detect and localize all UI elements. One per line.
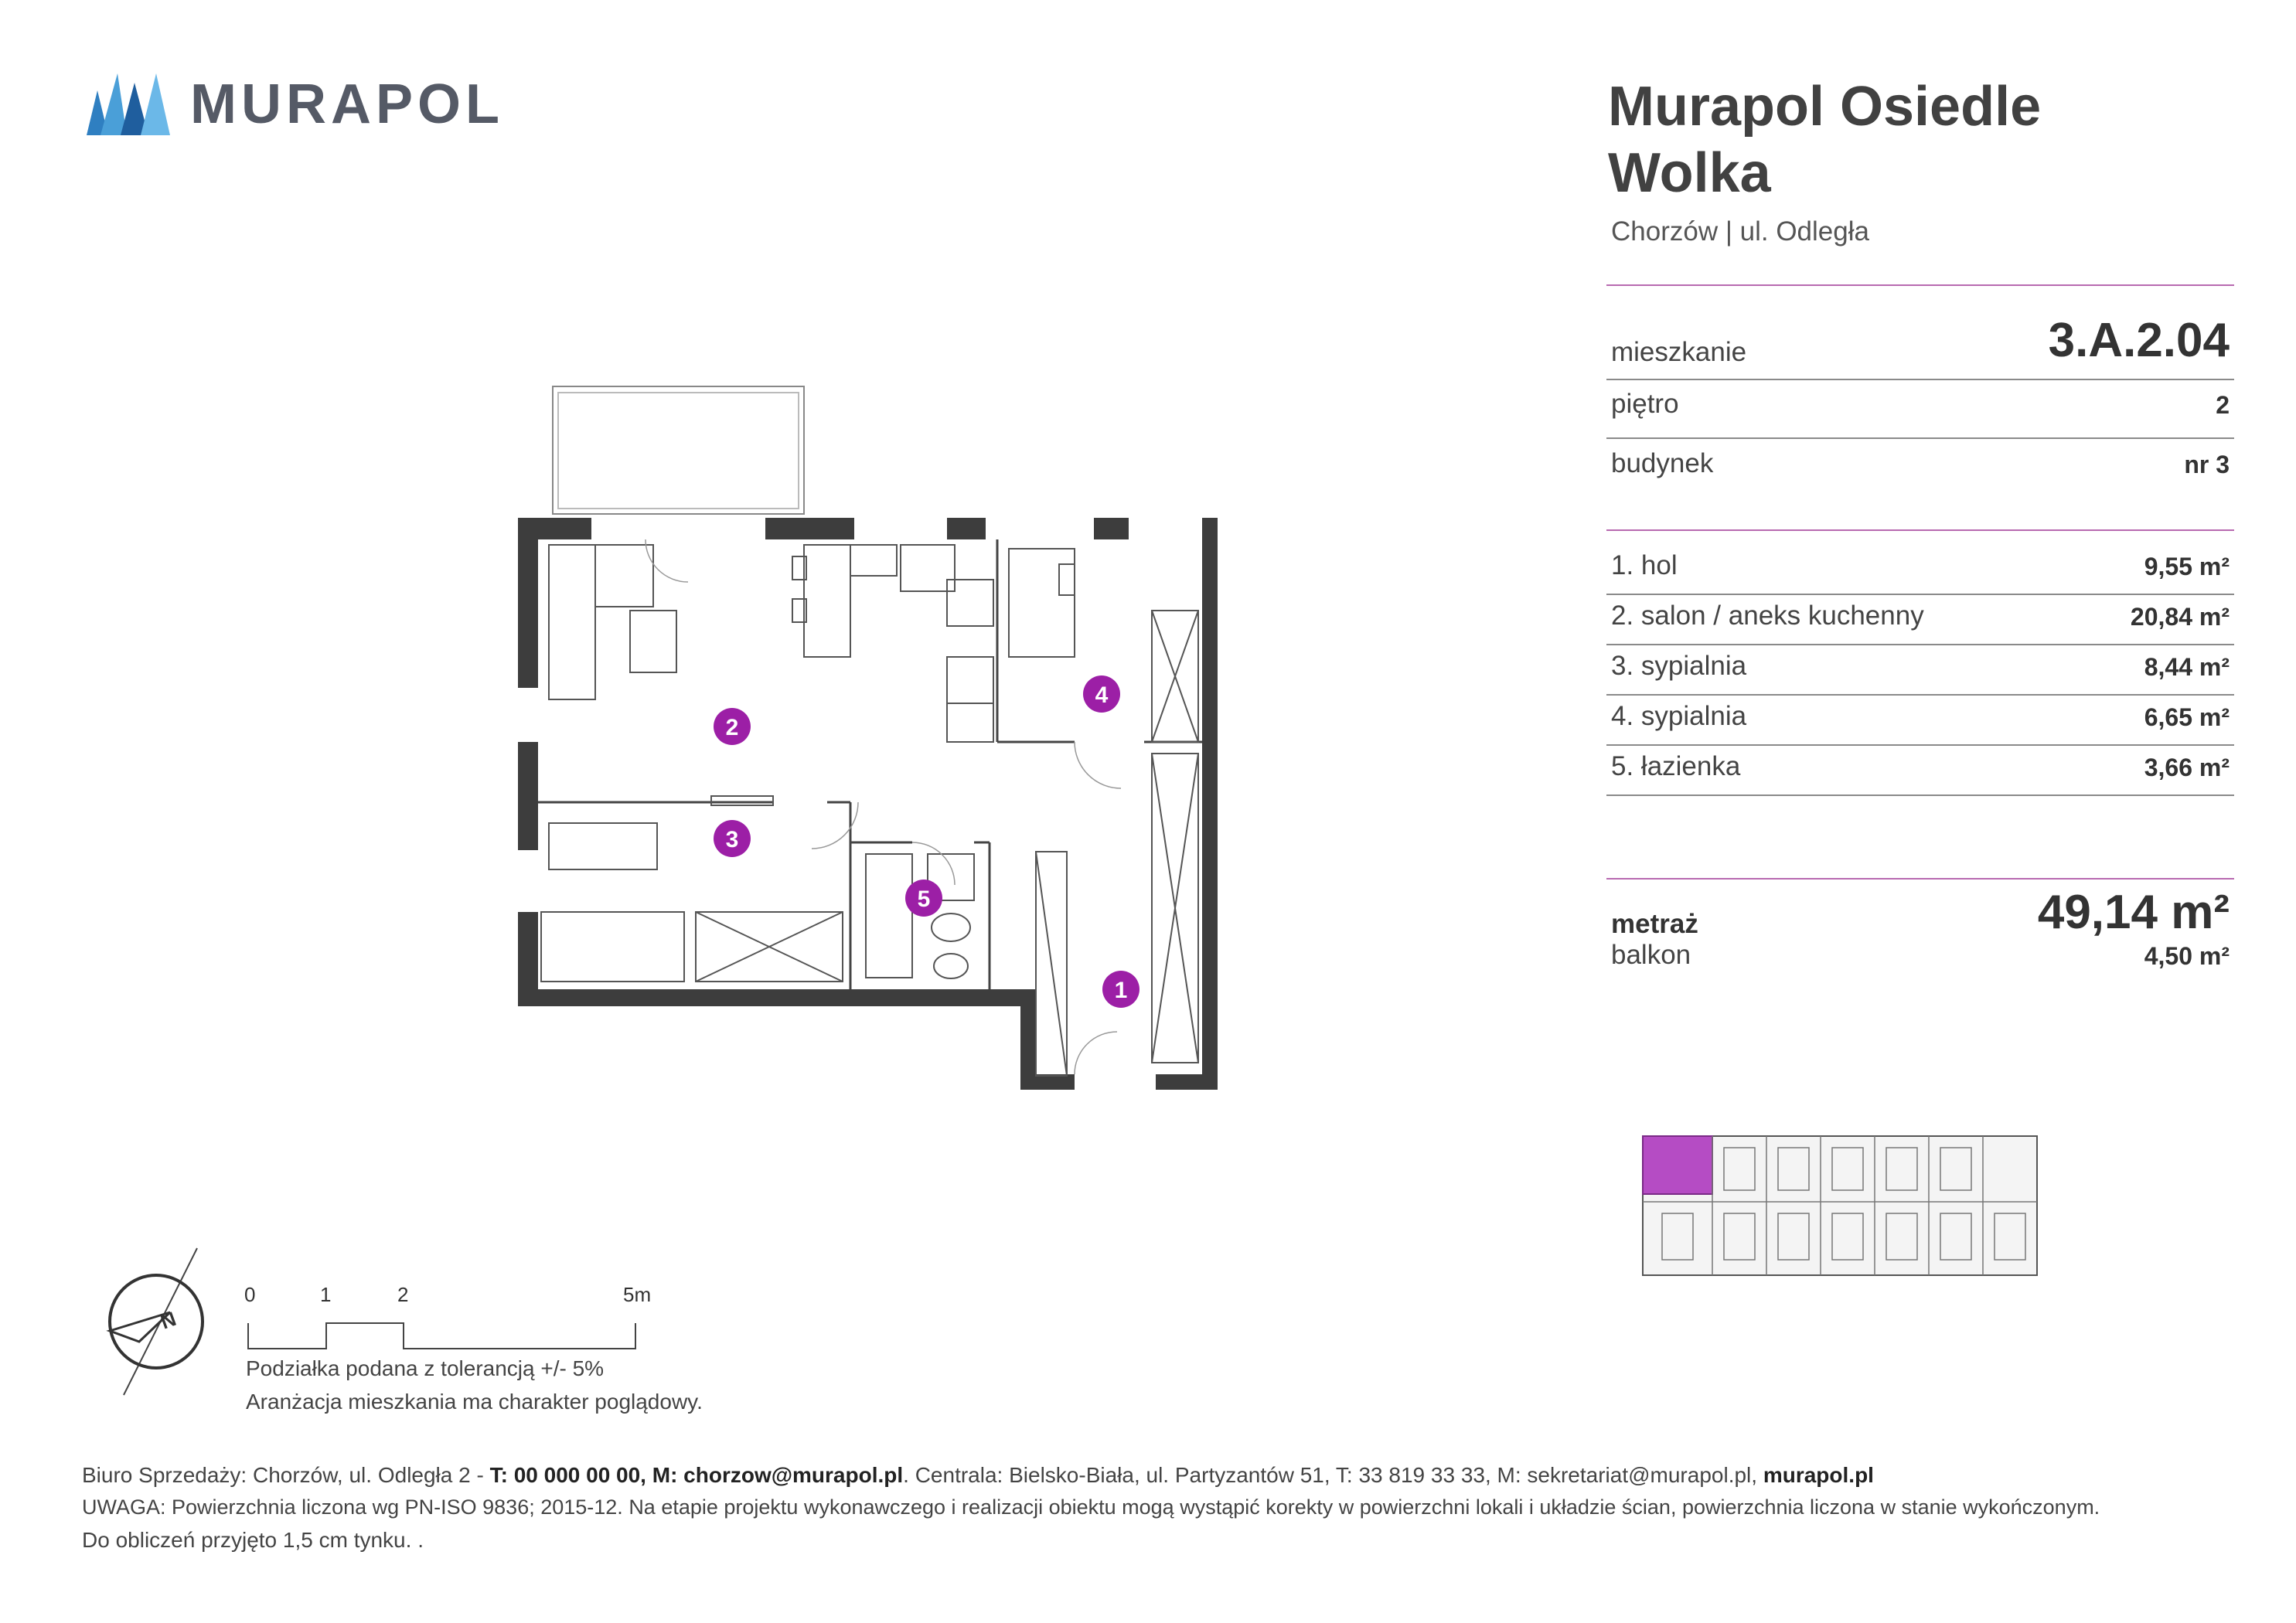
room-row xyxy=(1611,701,2230,732)
row-divider xyxy=(1606,694,2234,696)
row-divider xyxy=(1606,594,2234,595)
compass-icon xyxy=(93,1244,216,1399)
row-divider xyxy=(1606,644,2234,645)
project-address: Chorzów | ul. Odległa xyxy=(1611,216,1869,247)
scale-tick: 2 xyxy=(397,1283,409,1306)
metraz-row xyxy=(1611,885,2230,940)
room-label: 1. hol xyxy=(1611,550,1678,580)
row-divider xyxy=(1606,794,2234,796)
apartment-label: mieszkanie xyxy=(1611,337,1747,367)
balkon-label: balkon xyxy=(1611,940,1691,970)
arrangement-note: Aranżacja mieszkania ma charakter poglądowy. xyxy=(246,1390,703,1414)
project-title-line2: Wolka xyxy=(1608,142,1771,204)
footer-central: . Centrala: Bielsko-Biała, ul. Partyzantów 51, T: 33 819 33 33, M: sekretariat@murapol.pl, xyxy=(903,1463,1763,1487)
balkon-value: 4,50 m² xyxy=(2144,942,2230,970)
room-row xyxy=(1611,651,2230,682)
room-area: 6,65 m² xyxy=(2144,703,2230,731)
separator xyxy=(1606,284,2234,286)
floor-value: 2 xyxy=(2216,391,2230,419)
room-area: 9,55 m² xyxy=(2144,553,2230,580)
room-marker-label: 2 xyxy=(725,715,739,740)
room-marker-label: 4 xyxy=(1095,682,1109,708)
building-key-plan xyxy=(1639,1128,2041,1283)
room-label: 4. sypialnia xyxy=(1611,701,1747,731)
floor-row xyxy=(1611,389,2230,420)
floor-label: piętro xyxy=(1611,389,1679,419)
footer-disclaimer: UWAGA: Powierzchnia liczona wg PN-ISO 9836; 2015-12. Na etapie projektu wykonawczego i realizacji obiektu mogą wystąpić korekty w powierzchni lokali i układzie ścian, powierzchnia liczona w stanie wykończonym. xyxy=(82,1495,2100,1519)
scale-bar xyxy=(232,1283,665,1352)
room-area: 20,84 m² xyxy=(2130,603,2230,631)
room-area: 8,44 m² xyxy=(2144,653,2230,681)
room-label: 5. łazienka xyxy=(1611,751,1741,781)
footer-website-link[interactable]: murapol.pl xyxy=(1763,1463,1874,1487)
building-value: nr 3 xyxy=(2184,451,2230,478)
highlighted-apartment xyxy=(1643,1136,1712,1194)
footer-plaster-note: Do obliczeń przyjęto 1,5 cm tynku. . xyxy=(82,1528,424,1552)
balkon-row xyxy=(1611,940,2230,971)
row-divider xyxy=(1606,437,2234,439)
room-marker-label: 5 xyxy=(917,886,931,912)
floor-plan xyxy=(495,379,1237,1097)
room-label: 2. salon / aneks kuchenny xyxy=(1611,601,1924,631)
project-title-line1: Murapol Osiedle xyxy=(1608,76,2042,138)
metraz-label: metraż xyxy=(1611,909,1698,939)
room-markers xyxy=(714,675,1139,1008)
separator xyxy=(1606,878,2234,880)
room-marker-label: 1 xyxy=(1114,978,1128,1003)
footer-phone: T: 00 000 00 00, M: chorzow@murapol.pl xyxy=(489,1463,904,1487)
project-title xyxy=(1608,73,2226,206)
row-divider xyxy=(1606,379,2234,380)
room-row xyxy=(1611,601,2230,631)
scale-tick: 5m xyxy=(623,1283,652,1306)
row-divider xyxy=(1606,744,2234,746)
apartment-row xyxy=(1611,313,2230,368)
scale-tick: 0 xyxy=(244,1283,256,1306)
footer-office: Biuro Sprzedaży: Chorzów, ul. Odległa 2 - xyxy=(82,1463,490,1487)
room-marker-label: 3 xyxy=(725,827,739,852)
building-row xyxy=(1611,448,2230,479)
building-label: budynek xyxy=(1611,448,1714,478)
metraz-value: 49,14 m² xyxy=(2037,886,2230,939)
room-row xyxy=(1611,751,2230,782)
room-label: 3. sypialnia xyxy=(1611,651,1747,681)
logo-text: MURAPOL xyxy=(190,73,504,135)
murapol-logo-icon xyxy=(87,73,170,135)
balcony-outline xyxy=(553,386,804,514)
footer-contact xyxy=(82,1463,1874,1488)
scale-tick: 1 xyxy=(320,1283,332,1306)
apartment-number: 3.A.2.04 xyxy=(2048,314,2230,367)
scale-note: Podziałka podana z tolerancją +/- 5% xyxy=(246,1356,605,1380)
scale-line xyxy=(247,1322,642,1352)
murapol-logo xyxy=(87,73,504,135)
room-row xyxy=(1611,550,2230,581)
room-area: 3,66 m² xyxy=(2144,754,2230,781)
svg-text:N: N xyxy=(157,1307,179,1334)
separator xyxy=(1606,529,2234,531)
